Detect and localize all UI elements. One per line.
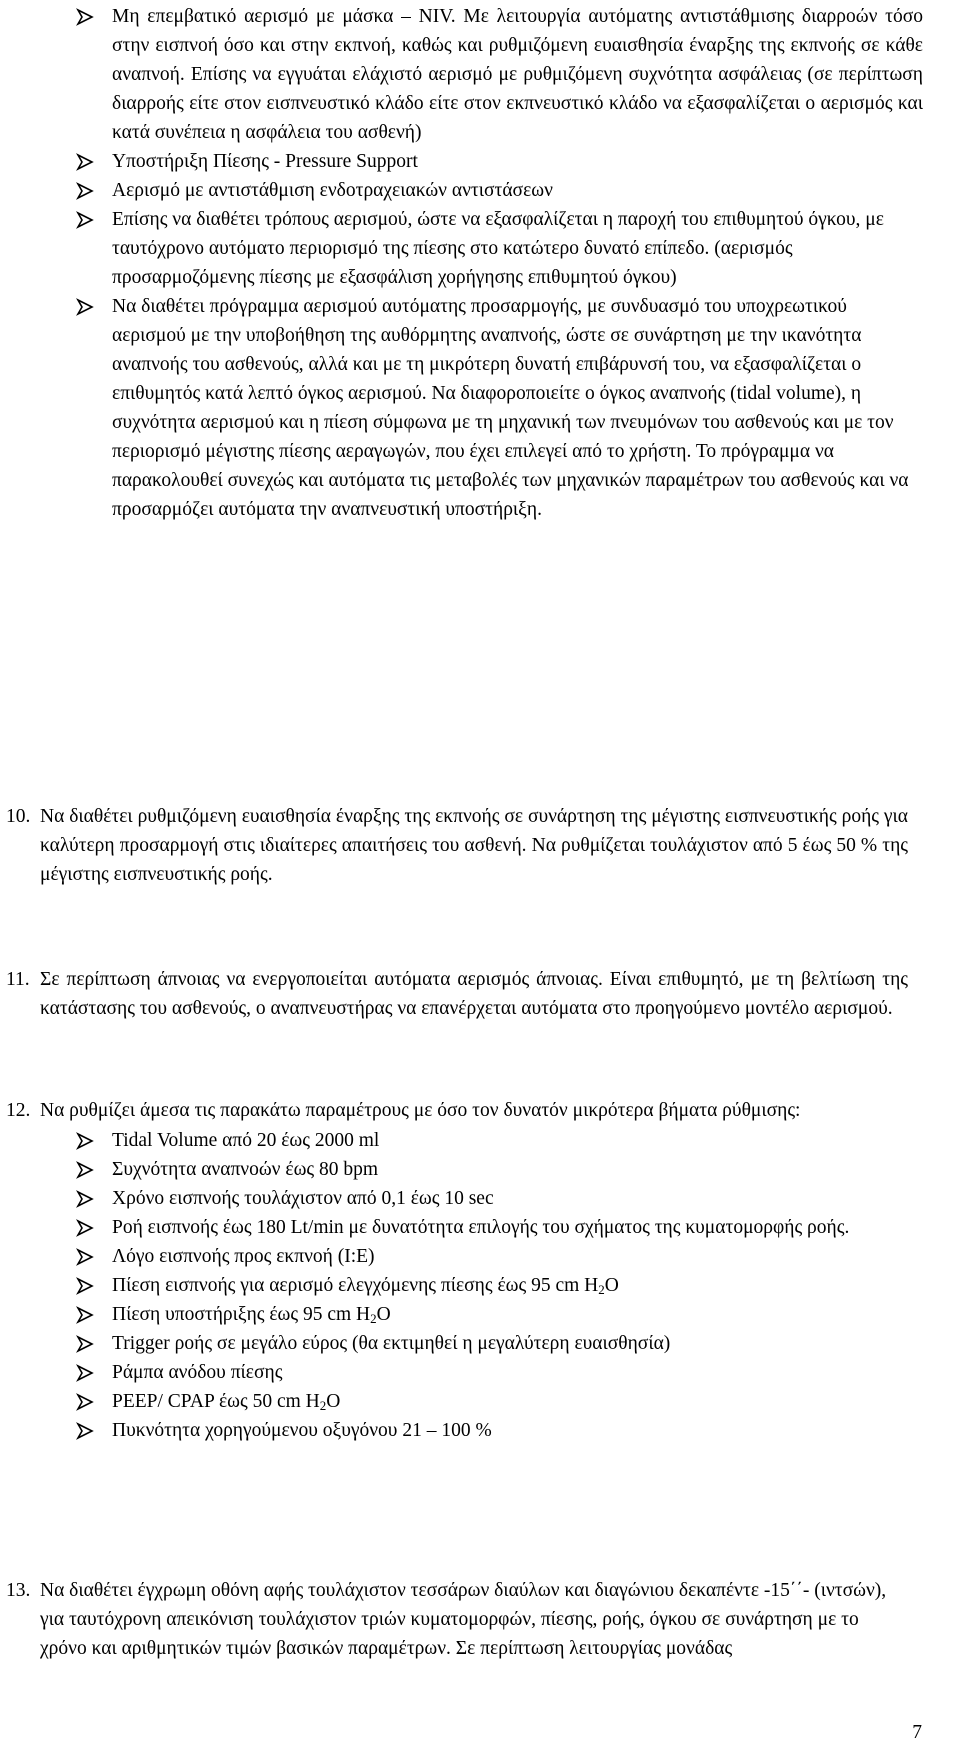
arrow-bullet-icon (76, 1213, 102, 1242)
arrow-bullet-icon (76, 292, 102, 321)
item-text: Σε περίπτωση άπνοιας να ενεργοποιείται αυτόματα αερισμός άπνοιας. Είναι επιθυμητό, με τη βελτίωση της κατάστασης του ασθενούς, ο αναπνευστήρας να επανέρχεται αυτόματα στο προηγούμενο μοντέλο αερισμού. (40, 969, 908, 1019)
item-number: 12. (6, 1100, 31, 1121)
bullet-text: Να διαθέτει πρόγραμμα αερισμού αυτόματης προσαρμογής, με συνδυασμό του υποχρεωτικού αερισμού με την υποβοήθηση της αυθόρμητης αναπνοής, ώστε σε συνάρτηση με την ικανότητα αναπνοής του ασθενούς, αλλά και με τη μικρότερη δυνατή επιβάρυνσή του, να εξασφαλίζεται ο επιθυμητός κατά λεπτό όγκος αερισμού. Να διαφοροποιείτε ο όγκος αναπνοής (tidal volume), η συχνότητα αερισμού και η πίεση σύμφωνα με τη μηχανική των πνευμόνων του ασθενούς και με τον περιορισμό μέγιστης πίεσης αεραγωγών, που έχει επιλεγεί από το χρήστη. Το πρόγραμμα να παρακολουθεί συνεχώς και αυτόματα τις μεταβολές των μηχανικών παραμέτρων του ασθενούς και να προσαρμόζει αυτόματα την αναπνευστική υποστήριξη. (112, 296, 909, 520)
numbered-item-12 (0, 1096, 960, 1445)
arrow-bullet-icon (76, 1358, 102, 1387)
param-text: Ροή εισπνοής έως 180 Lt/min με δυνατότητα επιλογής του σχήματος της κυματομορφής ροής. (112, 1217, 850, 1238)
param-text: Trigger ροής σε μεγάλο εύρος (θα εκτιμηθεί η μεγαλύτερη ευαισθησία) (112, 1333, 671, 1354)
param-insp-flow (0, 1213, 923, 1242)
param-text-after: O (604, 1275, 619, 1296)
param-text-after: O (376, 1304, 391, 1325)
param-tidal-volume (0, 1126, 923, 1155)
subscript: 2 (319, 1398, 327, 1413)
bullet-volume-guarantee (0, 205, 923, 292)
bullet-pressure-support (0, 147, 923, 176)
arrow-bullet-icon (76, 1242, 102, 1271)
param-text: PEEP/ CPAP έως 50 cm H (112, 1391, 320, 1412)
arrow-bullet-icon (76, 2, 102, 31)
arrow-bullet-icon (76, 205, 102, 234)
arrow-bullet-icon (76, 1126, 102, 1155)
arrow-bullet-icon (76, 1271, 102, 1300)
param-text: Συχνότητα αναπνοών έως 80 bpm (112, 1159, 379, 1180)
param-text: Ράμπα ανόδου πίεσης (112, 1362, 283, 1383)
arrow-bullet-icon (76, 147, 102, 176)
param-text: Χρόνο εισπνοής τουλάχιστον από 0,1 έως 10 sec (112, 1188, 494, 1209)
param-peep-cpap (0, 1387, 923, 1416)
arrow-bullet-icon (76, 1184, 102, 1213)
subscript: 2 (370, 1311, 377, 1326)
bullet-text: Επίσης να διαθέτει τρόπους αερισμού, ώστε να εξασφαλίζεται η παροχή του επιθυμητού όγκου, με ταυτόχρονο αυτόματο περιορισμό της πίεσης στο κατώτερο δυνατό επίπεδο. (αερισμός προσαρμοζόμενης πίεσης με εξασφάλιση χορήγησης επιθυμητού όγκου) (112, 209, 884, 288)
item-text: Να ρυθμίζει άμεσα τις παρακάτω παραμέτρους με όσο τον δυνατόν μικρότερα βήματα ρύθμισης: (40, 1100, 801, 1121)
mode-bullet-list (0, 2, 960, 524)
param-text: Λόγο εισπνοής προς εκπνοή (I:E) (112, 1246, 375, 1267)
arrow-bullet-icon (76, 1329, 102, 1358)
param-insp-time (0, 1184, 923, 1213)
param-flow-trigger (0, 1329, 923, 1358)
arrow-bullet-icon (76, 1416, 102, 1445)
arrow-bullet-icon (76, 1387, 102, 1416)
param-resp-rate (0, 1155, 923, 1184)
arrow-bullet-icon (76, 1300, 102, 1329)
item-number: 10. (6, 806, 31, 827)
item-text: Να διαθέτει ρυθμιζόμενη ευαισθησία έναρξης της εκπνοής σε συνάρτηση της μέγιστης εισπνευστικής ροής για καλύτερη προσαρμογή στις ιδιαίτερες απαιτήσεις του ασθενή. Να ρυθμίζεται τουλάχιστον από 5 έως 50 % της μέγιστης εισπνευστικής ροής. (40, 806, 908, 885)
subscript: 2 (598, 1282, 605, 1297)
param-rise-ramp (0, 1358, 923, 1387)
item-number: 11. (6, 969, 30, 990)
param-text: Πίεση εισπνοής για αερισμό ελεγχόμενης πίεσης έως 95 cm H (112, 1275, 599, 1296)
param-oxygen-conc (0, 1416, 923, 1445)
bullet-text: Αερισμό με αντιστάθμιση ενδοτραχειακών αντιστάσεων (112, 180, 553, 201)
param-text-after: O (326, 1391, 341, 1412)
arrow-bullet-icon (76, 176, 102, 205)
arrow-bullet-icon (76, 1155, 102, 1184)
param-insp-pressure (0, 1271, 923, 1300)
bullet-adaptive-program (0, 292, 923, 524)
bullet-tube-compensation (0, 176, 923, 205)
page-number: 7 (912, 1722, 922, 1743)
item-text: Να διαθέτει έγχρωμη οθόνη αφής τουλάχιστον τεσσάρων διαύλων και διαγώνιου δεκαπέντε -15΄΄- (ιντσών), για ταυτόχρονη απεικόνιση τουλάχιστον τριών κυματομορφών, πίεσης, ροής, όγκου σε συνάρτηση με το χρόνο και αριθμητικών τιμών βασικών παραμέτρων. Σε περίπτωση λειτουργίας μονάδας (40, 1580, 887, 1659)
numbered-item-10 (0, 802, 960, 889)
param-text: Πίεση υποστήριξης έως 95 cm H (112, 1304, 371, 1325)
item-number: 13. (6, 1580, 31, 1601)
param-text: Tidal Volume από 20 έως 2000 ml (112, 1130, 380, 1151)
bullet-text: Υποστήριξη Πίεσης - Pressure Support (112, 151, 418, 172)
numbered-item-13 (0, 1576, 960, 1663)
bullet-niv (0, 2, 923, 147)
bullet-text: Μη επεμβατικό αερισμό με μάσκα – NIV. Με λειτουργία αυτόματης αντιστάθμισης διαρροών τόσο στην εισπνοή όσο και στην εκπνοή, καθώς και ρυθμιζόμενη ευαισθησία έναρξης της εκπνοής σε κάθε αναπνοή. Επίσης να εγγυάται ελάχιστό αερισμό με ρυθμιζόμενη συχνότητα ασφάλειας (σε περίπτωση διαρροής είτε στον εισπνευστικό κλάδο είτε στον εκπνευστικό κλάδο να εξασφαλίζεται ο αερισμός και κατά συνέπεια η ασφάλεια του ασθενή) (112, 6, 923, 143)
param-support-pressure (0, 1300, 923, 1329)
param-ie-ratio (0, 1242, 923, 1271)
numbered-item-11 (0, 965, 960, 1023)
param-text: Πυκνότητα χορηγούμενου οξυγόνου 21 – 100 % (112, 1420, 492, 1441)
parameter-list (0, 1126, 960, 1445)
